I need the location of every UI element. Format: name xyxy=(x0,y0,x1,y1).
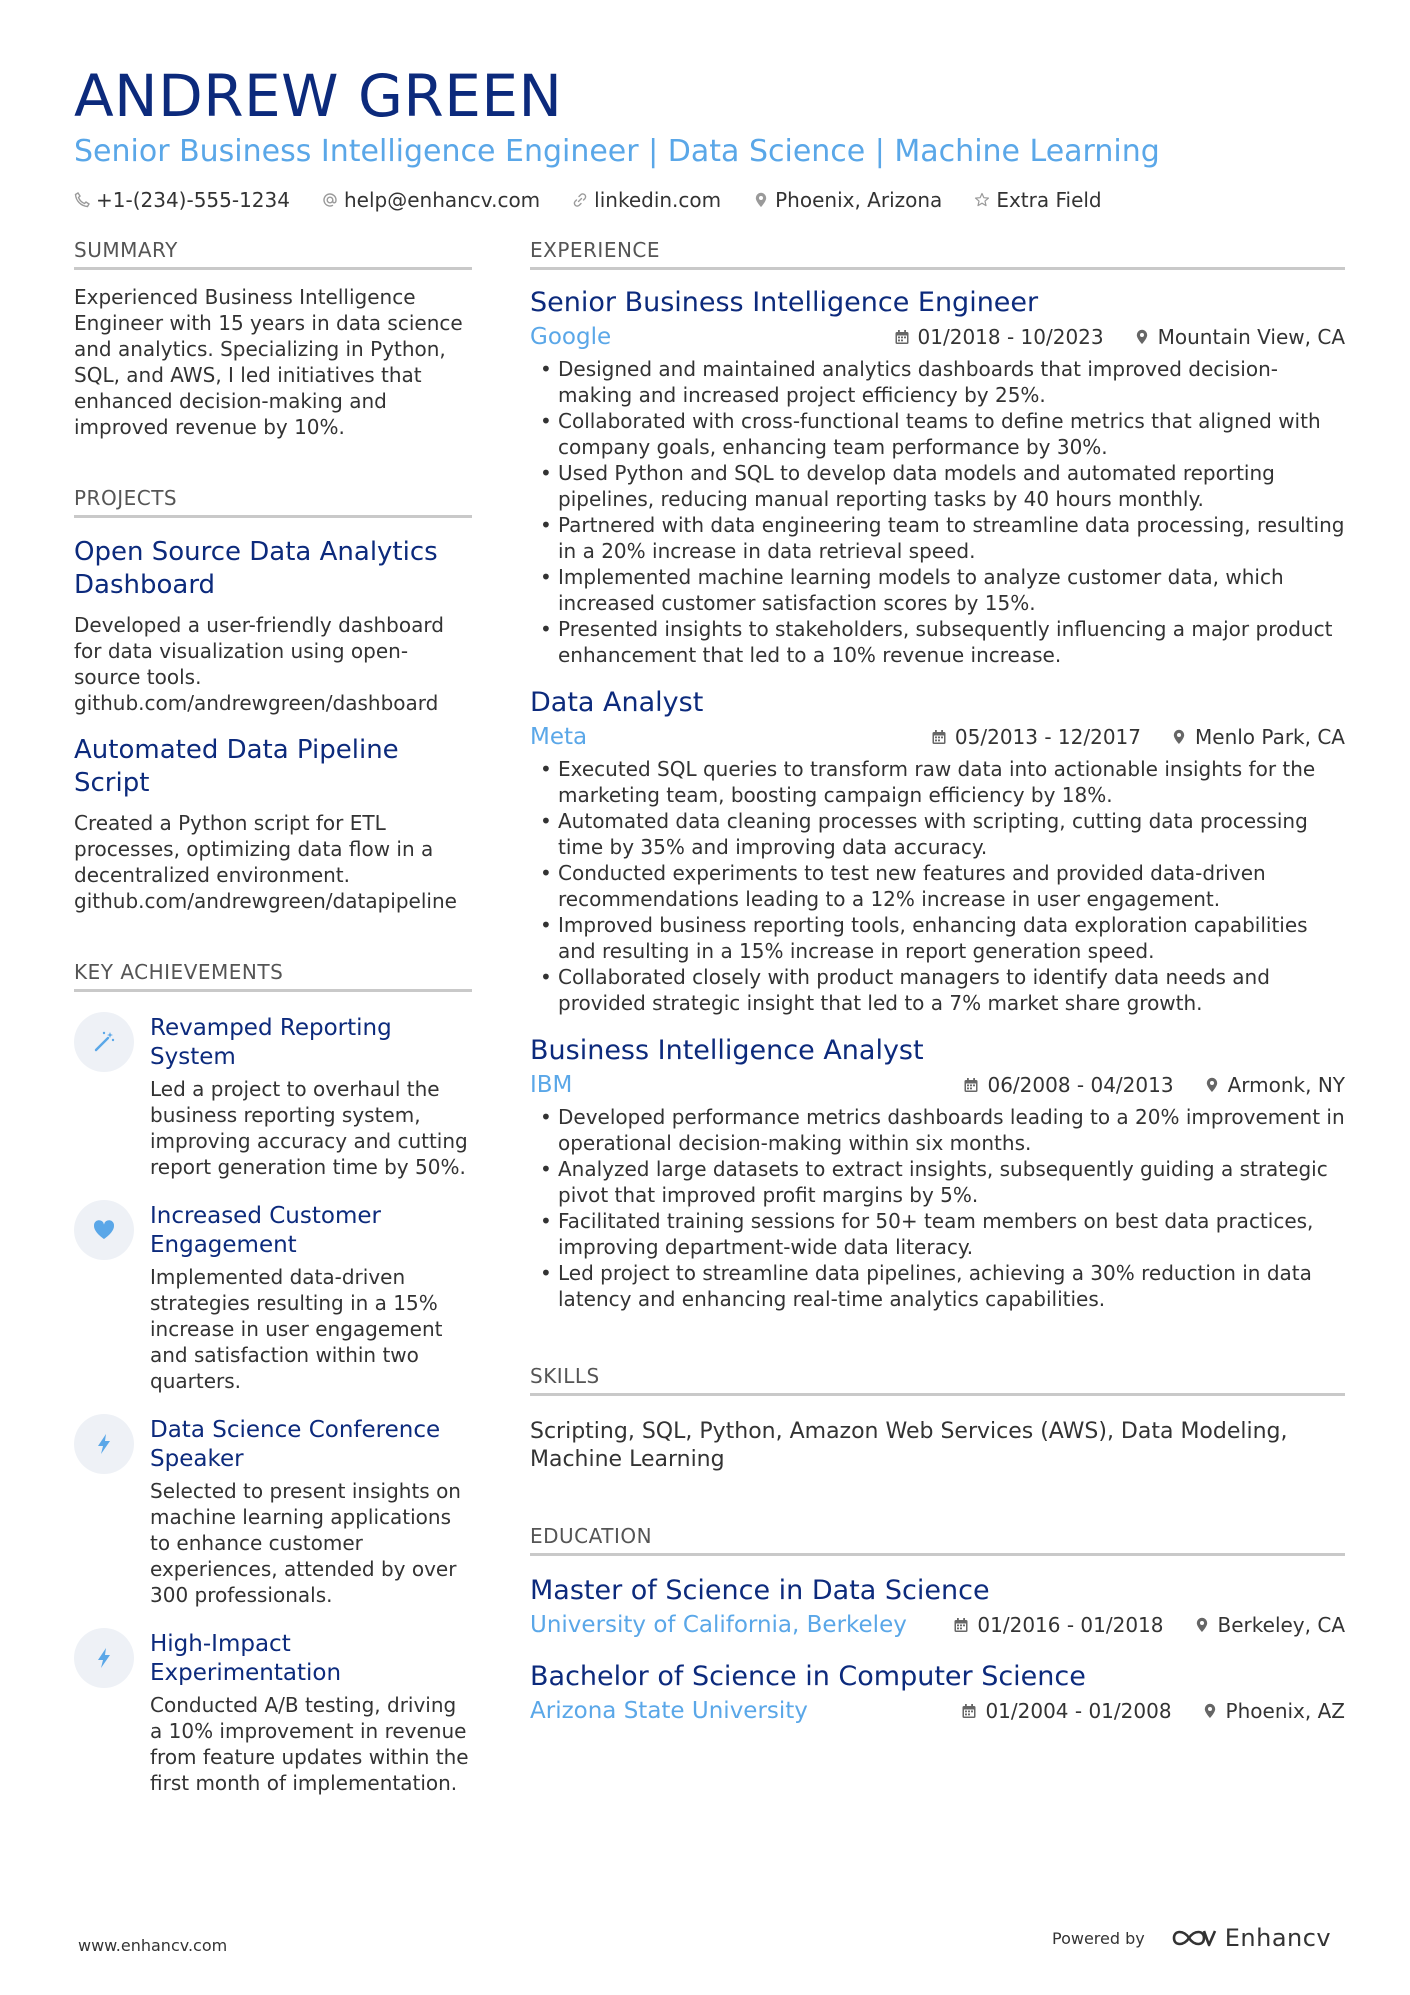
school-name: Arizona State University xyxy=(530,1698,808,1724)
job-title: Senior Business Intelligence Engineer xyxy=(530,287,1039,318)
job-location-text: Menlo Park, CA xyxy=(1195,725,1345,749)
achievement-item xyxy=(74,1416,472,1608)
achievement-item xyxy=(74,1630,472,1796)
bullet-item: • Executed SQL queries to transform raw data into actionable insights for the marketing team, boosting campaign efficiency by 18%. xyxy=(530,756,1345,808)
achievement-title: High-Impact Experimentation xyxy=(150,1631,342,1686)
achievement-title: Revamped Reporting System xyxy=(150,1015,392,1070)
education-dates xyxy=(953,1610,1163,1640)
job-dates xyxy=(894,322,1104,352)
achievements-section xyxy=(74,958,472,1796)
education-heading: EDUCATION xyxy=(530,1522,1345,1556)
magic-wand-icon xyxy=(74,1012,134,1072)
star-icon xyxy=(974,192,990,208)
enhancv-logo-icon xyxy=(1171,1925,1217,1951)
location-icon xyxy=(1204,1077,1220,1093)
achievement-description: Conducted A/B testing, driving a 10% improvement in revenue from feature updates within the first month of implementation. xyxy=(150,1693,469,1795)
job-entry xyxy=(530,286,1345,668)
achievement-title: Data Science Conference Speaker xyxy=(150,1417,441,1472)
achievement-description: Selected to present insights on machine learning applications to enhance customer experiences, attended by over 300 professionals. xyxy=(150,1479,461,1607)
degree-title: Master of Science in Data Science xyxy=(530,1575,990,1606)
education-entry xyxy=(530,1574,1345,1640)
company-name: IBM xyxy=(530,1072,573,1098)
contact-linkedin[interactable] xyxy=(572,186,721,214)
education-location xyxy=(1194,1610,1345,1640)
bullet-item: • Implemented machine learning models to analyze customer data, which increased customer satisfaction scores by 15%. xyxy=(530,564,1345,616)
calendar-icon xyxy=(931,729,947,745)
company-name: Meta xyxy=(530,724,588,750)
bullet-item: • Partnered with data engineering team to streamline data processing, resulting in a 20% increase in data retrieval speed. xyxy=(530,512,1345,564)
summary-heading: SUMMARY xyxy=(74,236,472,270)
projects-section xyxy=(74,484,472,914)
contact-phone[interactable] xyxy=(74,186,290,214)
calendar-icon xyxy=(963,1077,979,1093)
left-column xyxy=(74,236,472,1796)
education-location xyxy=(1202,1696,1345,1726)
job-meta xyxy=(530,322,1345,352)
job-location xyxy=(1204,1070,1345,1100)
lightning-icon xyxy=(74,1628,134,1688)
experience-section xyxy=(530,236,1345,1312)
summary-text: Experienced Business Intelligence Engineer with 15 years in data science and analytics. Specializing in Python, SQL, and AWS, I led initiatives that enhanced decision-making and improved revenue by 10%. xyxy=(74,285,463,439)
achievement-item xyxy=(74,1014,472,1180)
calendar-icon xyxy=(953,1617,969,1633)
extra-field-text: Extra Field xyxy=(996,188,1102,212)
project-description: Created a Python script for ETL processes, optimizing data flow in a decentralized environment. github.com/andrewgreen/datapipeline xyxy=(74,811,457,913)
job-location-text: Armonk, NY xyxy=(1227,1073,1345,1097)
job-dates-text: 05/2013 - 12/2017 xyxy=(954,725,1142,749)
degree-title: Bachelor of Science in Computer Science xyxy=(530,1661,1086,1692)
education-entry xyxy=(530,1660,1345,1726)
job-location xyxy=(1171,722,1345,752)
candidate-tagline: Senior Business Intelligence Engineer | Data Science | Machine Learning xyxy=(74,134,1160,169)
heart-icon xyxy=(74,1200,134,1260)
skills-text: Scripting, SQL, Python, Amazon Web Services (AWS), Data Modeling, Machine Learning xyxy=(530,1419,1288,1472)
education-meta xyxy=(530,1696,1345,1726)
education-dates xyxy=(961,1696,1171,1726)
education-location-text: Berkeley, CA xyxy=(1217,1613,1345,1637)
job-meta xyxy=(530,1070,1345,1100)
project-description: Developed a user-friendly dashboard for data visualization using open-source tools. github.com/andrewgreen/dashboard xyxy=(74,613,444,715)
project-title: Automated Data Pipeline Script xyxy=(74,735,399,798)
projects-heading: PROJECTS xyxy=(74,484,472,518)
bullet-item: • Improved business reporting tools, enhancing data exploration capabilities and resulting in a 15% increase in report generation speed. xyxy=(530,912,1345,964)
resume-header xyxy=(74,60,1345,214)
company-name: Google xyxy=(530,324,612,350)
project-title: Open Source Data Analytics Dashboard xyxy=(74,537,438,600)
footer-branding xyxy=(1052,1924,1331,1952)
education-section xyxy=(530,1522,1345,1726)
brand-logo[interactable] xyxy=(1171,1924,1331,1952)
project-item xyxy=(74,734,472,914)
achievement-description: Led a project to overhaul the business reporting system, improving accuracy and cutting report generation time by 50%. xyxy=(150,1077,468,1179)
lightning-icon xyxy=(74,1414,134,1474)
bullet-item: • Developed performance metrics dashboards leading to a 20% improvement in operational decision-making within six months. xyxy=(530,1104,1345,1156)
bullet-item: • Analyzed large datasets to extract insights, subsequently guiding a strategic pivot that improved profit margins by 5%. xyxy=(530,1156,1345,1208)
job-location-text: Mountain View, CA xyxy=(1157,325,1345,349)
contact-extra xyxy=(974,186,1101,214)
email-text: help@enhancv.com xyxy=(343,188,541,212)
candidate-name: ANDREW GREEN xyxy=(74,62,563,130)
skills-heading: SKILLS xyxy=(530,1362,1345,1396)
job-dates-text: 01/2018 - 10/2023 xyxy=(917,325,1104,349)
location-icon xyxy=(753,192,769,208)
education-dates-text: 01/2004 - 01/2008 xyxy=(985,1699,1172,1723)
phone-icon xyxy=(74,192,90,208)
education-meta xyxy=(530,1610,1345,1640)
location-icon xyxy=(1171,729,1187,745)
job-meta xyxy=(530,722,1345,752)
footer-website[interactable]: www.enhancv.com xyxy=(78,1936,228,1955)
job-entry xyxy=(530,686,1345,1016)
job-title: Business Intelligence Analyst xyxy=(530,1035,924,1066)
job-bullets xyxy=(530,756,1345,1016)
bullet-item: • Facilitated training sessions for 50+ team members on best data practices, improving department-wide data literacy. xyxy=(530,1208,1345,1260)
linkedin-text: linkedin.com xyxy=(594,188,722,212)
achievement-description: Implemented data-driven strategies resulting in a 15% increase in user engagement and satisfaction within two quarters. xyxy=(150,1265,443,1393)
experience-heading: EXPERIENCE xyxy=(530,236,1345,270)
skills-section xyxy=(530,1362,1345,1474)
resume-page xyxy=(74,0,1345,1995)
calendar-icon xyxy=(894,329,910,345)
powered-by-text: Powered by xyxy=(1052,1928,1145,1948)
location-icon xyxy=(1202,1703,1218,1719)
bullet-item: • Automated data cleaning processes with scripting, cutting data processing time by 35% and improving data accuracy. xyxy=(530,808,1345,860)
contact-bar xyxy=(74,186,1345,214)
bullet-item: • Used Python and SQL to develop data models and automated reporting pipelines, reducing manual reporting tasks by 40 hours monthly. xyxy=(530,460,1345,512)
location-icon xyxy=(1134,329,1150,345)
phone-text: +1-(234)-555-1234 xyxy=(96,188,290,212)
brand-name: Enhancv xyxy=(1224,1924,1332,1952)
bullet-item: • Led project to streamline data pipelines, achieving a 30% reduction in data latency and enhancing real-time analytics capabilities. xyxy=(530,1260,1345,1312)
contact-location xyxy=(753,186,942,214)
project-item xyxy=(74,536,472,716)
link-icon xyxy=(572,192,588,208)
right-column xyxy=(530,236,1345,1726)
job-location xyxy=(1134,322,1345,352)
summary-section xyxy=(74,236,472,440)
job-dates xyxy=(963,1070,1173,1100)
bullet-item: • Collaborated closely with product managers to identify data needs and provided strategic insight that led to a 7% market share growth. xyxy=(530,964,1345,1016)
job-title: Data Analyst xyxy=(530,687,704,718)
at-icon xyxy=(322,192,338,208)
contact-email[interactable] xyxy=(322,186,540,214)
bullet-item: • Collaborated with cross-functional teams to define metrics that aligned with company goals, enhancing team performance by 30%. xyxy=(530,408,1345,460)
education-dates-text: 01/2016 - 01/2018 xyxy=(977,1613,1164,1637)
education-location-text: Phoenix, AZ xyxy=(1225,1699,1345,1723)
location-text: Phoenix, Arizona xyxy=(775,188,943,212)
bullet-item: • Presented insights to stakeholders, subsequently influencing a major product enhancement that led to a 10% revenue increase. xyxy=(530,616,1345,668)
achievement-title: Increased Customer Engagement xyxy=(150,1203,381,1258)
job-dates xyxy=(931,722,1141,752)
school-name: University of California, Berkeley xyxy=(530,1612,907,1638)
calendar-icon xyxy=(961,1703,977,1719)
job-dates-text: 06/2008 - 04/2013 xyxy=(987,1073,1174,1097)
job-bullets xyxy=(530,356,1345,668)
bullet-item: • Designed and maintained analytics dashboards that improved decision-making and increased project efficiency by 25%. xyxy=(530,356,1345,408)
location-icon xyxy=(1194,1617,1210,1633)
bullet-item: • Conducted experiments to test new features and provided data-driven recommendations leading to a 12% increase in user engagement. xyxy=(530,860,1345,912)
achievement-item xyxy=(74,1202,472,1394)
job-entry xyxy=(530,1034,1345,1312)
job-bullets xyxy=(530,1104,1345,1312)
achievements-heading: KEY ACHIEVEMENTS xyxy=(74,958,472,992)
